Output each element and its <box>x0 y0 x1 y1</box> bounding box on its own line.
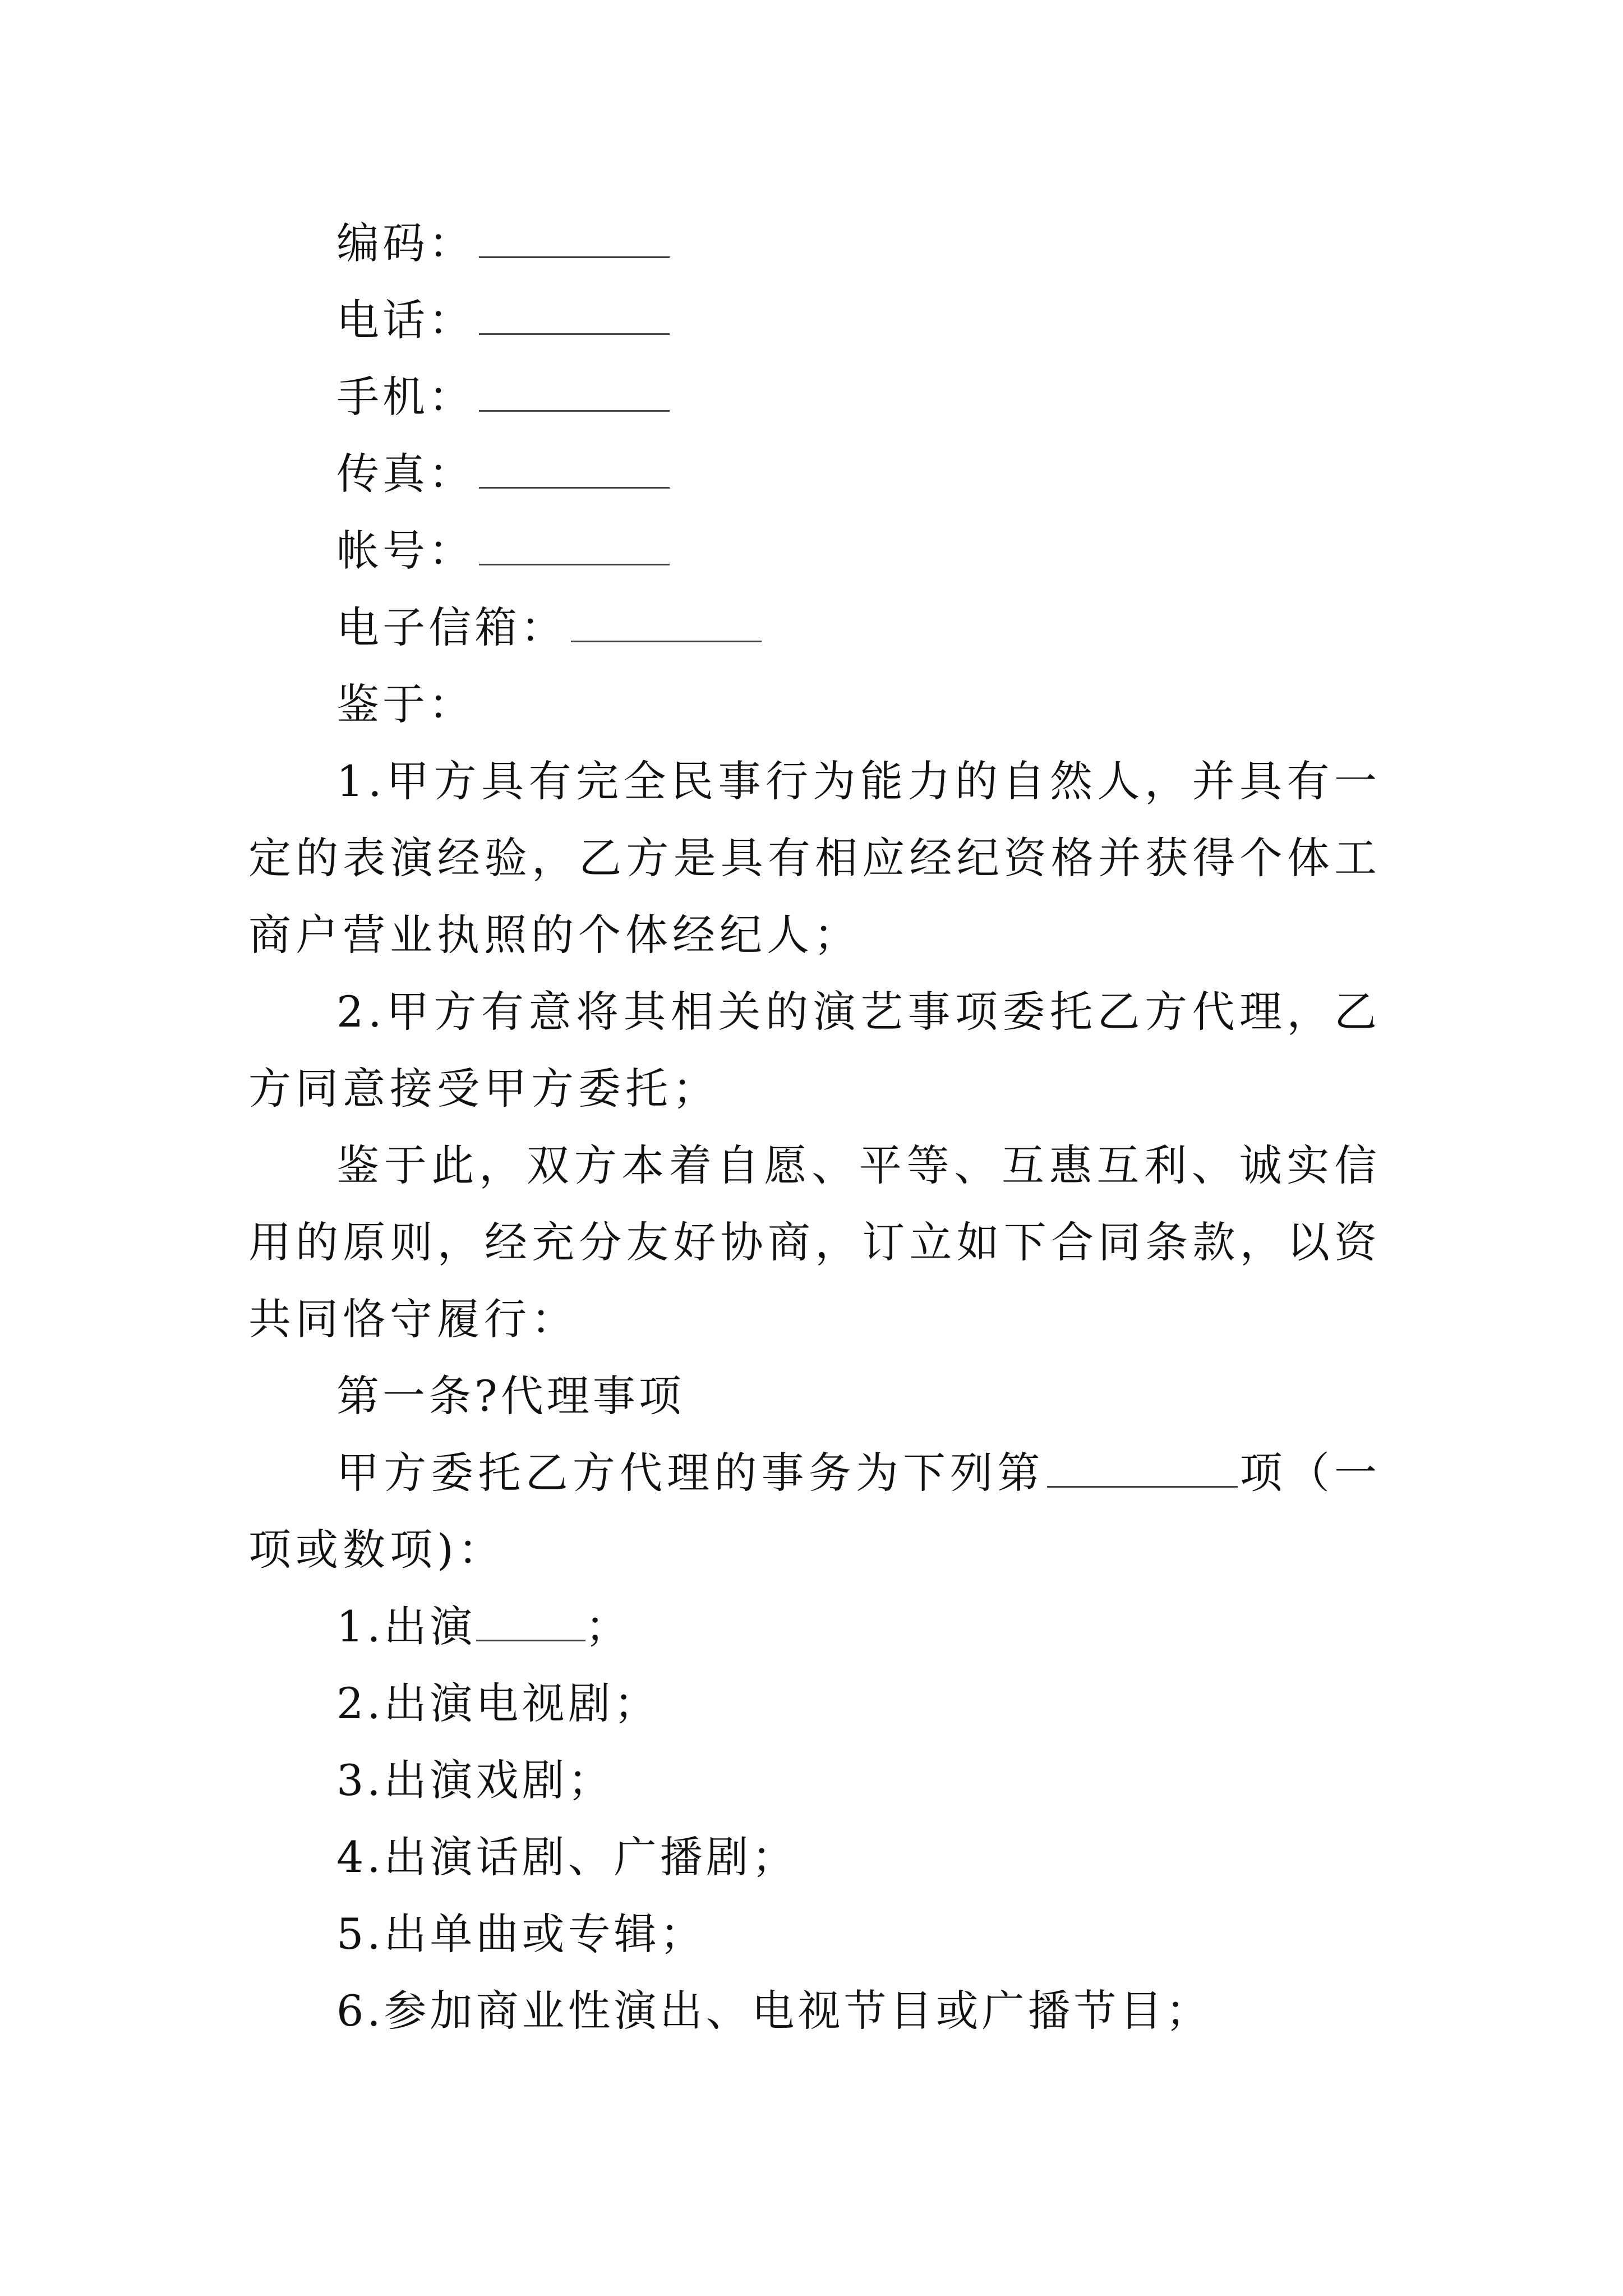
phone-label: 电话： <box>336 295 474 345</box>
whereas-item-2: 2.甲方有意将其相关的演艺事项委托乙方代理，乙方同意接受甲方委托； <box>248 987 1381 1114</box>
article-1-intro-before: 甲方委托乙方代理的事务为下列第 <box>336 1448 1045 1498</box>
item-1-after: ； <box>585 1602 631 1651</box>
phone-field <box>248 282 1381 358</box>
list-item: 6.参加商业性演出、电视节目或广播节目； <box>336 1986 1212 2036</box>
email-field <box>248 589 1381 666</box>
whereas-conclusion: 鉴于此，双方本着自愿、平等、互惠互利、诚实信用的原则，经充分友好协商，订立如下合同条款，以资共同恪守履行： <box>248 1140 1381 1344</box>
code-label: 编码： <box>336 218 474 268</box>
item-1-blank <box>476 1606 585 1641</box>
mobile-blank <box>479 376 670 412</box>
list-item: 2.出演电视剧； <box>336 1678 660 1728</box>
account-blank <box>479 530 670 565</box>
article-1-intro-after: 项（一项或数项)： <box>248 1448 1382 1575</box>
item-1-before: 1.出演 <box>336 1602 476 1651</box>
fax-label: 传真： <box>336 449 474 499</box>
list-item: 5.出单曲或专辑； <box>336 1909 706 1959</box>
code-field <box>248 205 1381 282</box>
list-item: 4.出演话剧、广播剧； <box>336 1832 798 1882</box>
phone-blank <box>479 300 670 335</box>
contract-body <box>248 205 1381 2049</box>
whereas-item-1: 1.甲方具有完全民事行为能力的自然人，并具有一定的表演经验，乙方是具有相应经纪资格并获得个体工商户营业执照的个体经纪人； <box>248 756 1381 960</box>
whereas-title: 鉴于： <box>336 679 474 729</box>
list-item: 3.出演戏剧； <box>336 1755 614 1805</box>
mobile-label: 手机： <box>336 372 474 422</box>
email-label: 电子信箱： <box>336 602 566 652</box>
article-1-items-blank <box>1047 1452 1238 1488</box>
article-1-intro <box>248 1434 1381 1588</box>
list-item <box>248 1588 1381 1665</box>
fax-blank <box>479 453 670 489</box>
account-field <box>248 512 1381 589</box>
code-blank <box>479 223 670 258</box>
fax-field <box>248 435 1381 512</box>
article-1-title: 第一条?代理事项 <box>336 1371 685 1421</box>
account-label: 帐号： <box>336 526 474 576</box>
email-blank <box>571 607 762 642</box>
mobile-field <box>248 358 1381 435</box>
